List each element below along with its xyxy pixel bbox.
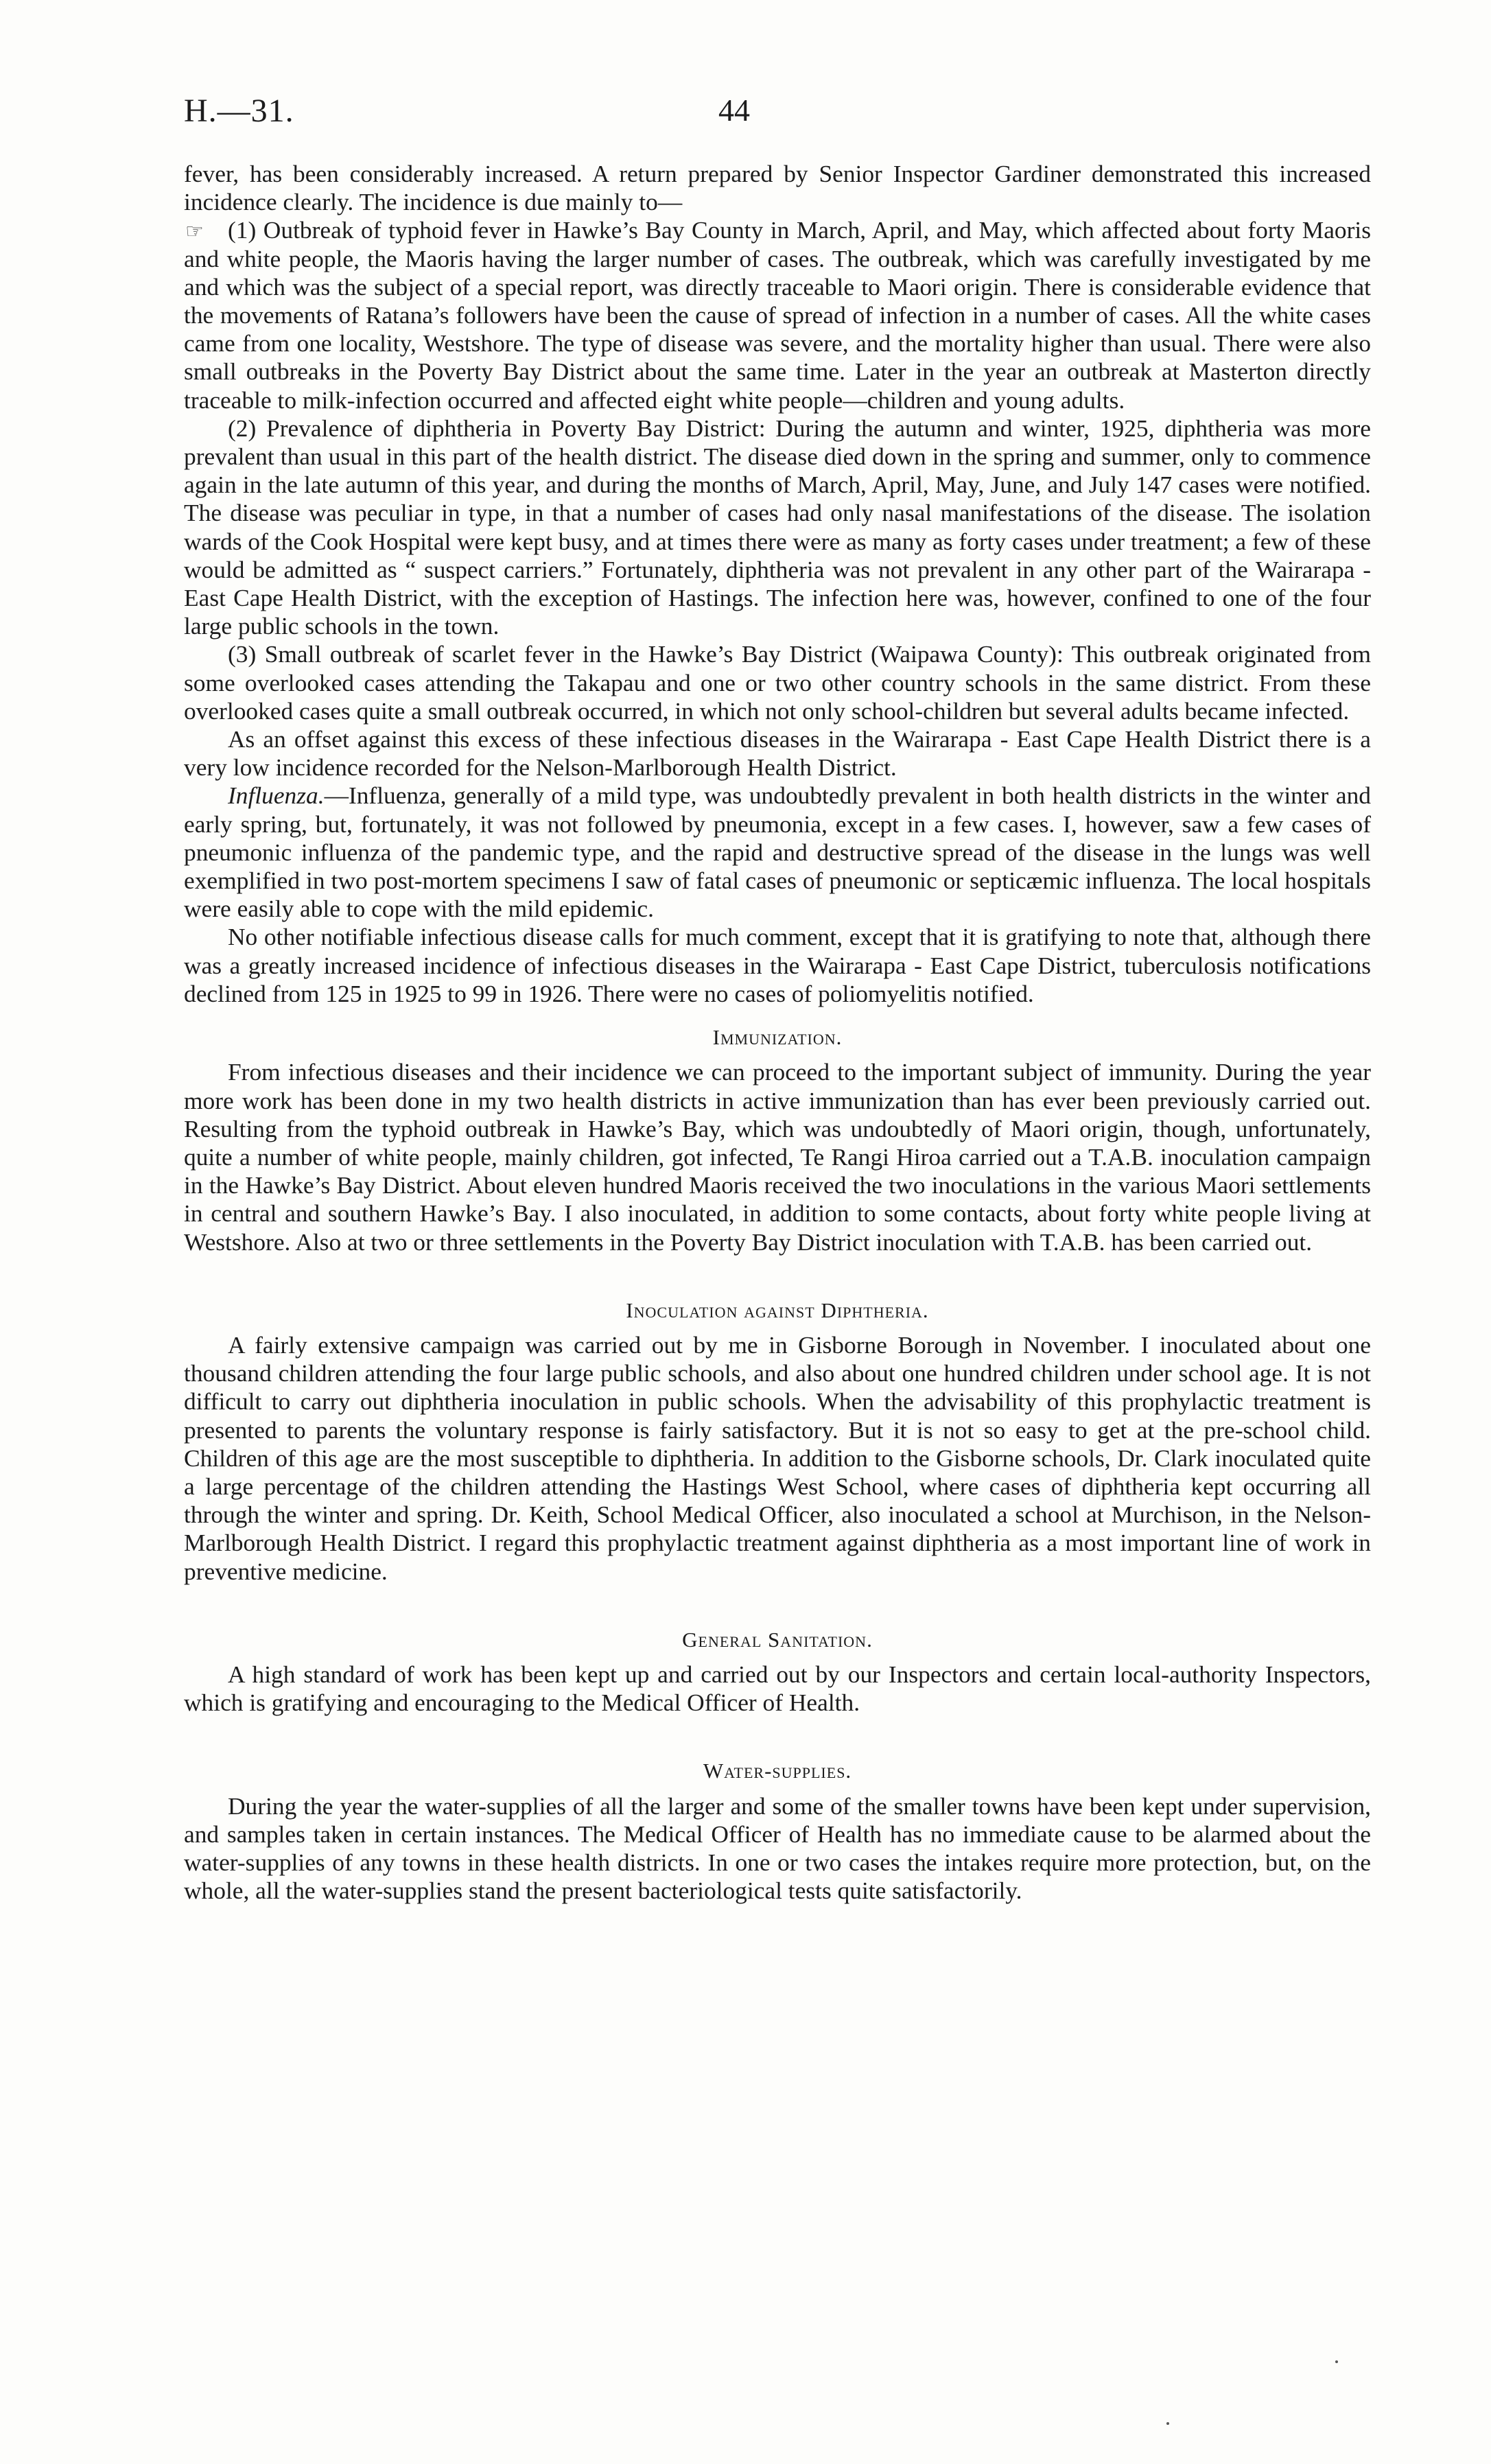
paragraph-scarlet-fever: (3) Small outbreak of scarlet fever in the Hawke’s Bay District (Waipawa County): This outbreak originated from some overlooked cases attending the Takapau and one or two other country schools in the same district. From these overlooked cases quite a small outbreak occurred, in which not only school-children but several adults became infected.	[184, 640, 1371, 725]
paragraph-water-supplies: During the year the water-supplies of all the larger and some of the smaller towns have been kept under supervision, and samples taken in certain instances. The Medical Officer of Health has no immediate cause to be alarmed about the water-supplies of any towns in these health districts. In one or two cases the intakes require more protection, but, on the whole, all the water-supplies stand the present bacteriological tests quite satisfactorily.	[184, 1792, 1371, 1905]
paragraph-typhoid-outbreak: (1) Outbreak of typhoid fever in Hawke’s Bay County in March, April, and May, which affected about forty Maoris and white people, the Maoris having the larger number of cases. The outbreak, which was carefully investigated by me and which was the subject of a special report, was directly traceable to Maori origin. There is considerable evidence that the movements of Ratana’s followers have been the cause of spread of infection in a number of cases. All the white cases came from one locality, Westshore. The type of disease was severe, and the mortality higher than usual. There were also small outbreaks in the Poverty Bay District about the same time. Later in the year an outbreak at Masterton directly traceable to milk-infection occurred and affected eight white people—children and young adults.	[184, 216, 1371, 414]
heading-immunization: Immunization.	[712, 1025, 843, 1050]
pointing-hand-icon: ☞	[185, 220, 204, 243]
influenza-text: —Influenza, generally of a mild type, was undoubtedly prevalent in both health districts in the winter and early spring, but, fortunately, it was not followed by pneumonia, except in a few cases. I, however, saw a few cases of pneumonic influenza of the pandemic type, and the rapid and destructive spread of the disease in the lungs was well exemplified in two post-mortem specimens I saw of fatal cases of pneumonic or septicæmic influenza. The local hospitals were easily able to cope with the mild epidemic.	[184, 782, 1371, 923]
paragraph-offset: As an offset against this excess of these infectious diseases in the Wairarapa - East Cape Health District there is a very low incidence recorded for the Nelson-Marlborough Health District.	[184, 725, 1371, 782]
stray-mark	[1166, 2422, 1169, 2425]
document-reference: H.—31.	[184, 93, 294, 129]
paragraph-influenza	[184, 782, 1371, 923]
paragraph-general-sanitation: A high standard of work has been kept up and carried out by our Inspectors and certain local-authority Inspectors, which is gratifying and encouraging to the Medical Officer of Health.	[184, 1660, 1371, 1717]
paragraph-diphtheria-prevalence: (2) Prevalence of diphtheria in Poverty Bay District: During the autumn and winter, 1925, diphtheria was more prevalent than usual in this part of the health district. The disease died down in the spring and summer, only to commence again in the late autumn of this year, and during the months of March, April, May, June, and July 147 cases were notified. The disease was peculiar in type, in that a number of cases had only nasal manifestations of the disease. The isolation wards of the Cook Hospital were kept busy, and at times there were as many as forty cases under treatment; a few of these would be admitted as “ suspect carriers.” Fortunately, diphtheria was not prevalent in any other part of the Wairarapa - East Cape Health District, with the exception of Hastings. The infection here was, however, confined to one of the four large public schools in the town.	[184, 414, 1371, 640]
paragraph-immunization: From infectious diseases and their incidence we can proceed to the important subject of immunity. During the year more work has been done in my two health districts in active immunization than has ever been previously carried out. Resulting from the typhoid outbreak in Hawke’s Bay, which was undoubtedly of Maori origin, though, unfortunately, quite a number of white people, mainly children, got infected, Te Rangi Hiroa carried out a T.A.B. inoculation campaign in the Hawke’s Bay District. About eleven hundred Maoris received the two inoculations in the various Maori settlements in central and southern Hawke’s Bay. I also inoculated, in addition to some contacts, about forty white people living at Westshore. Also at two or three settlements in the Poverty Bay District inoculation with T.A.B. has been carried out.	[184, 1058, 1371, 1256]
heading-diphtheria-inoculation: Inoculation against Diphtheria.	[626, 1298, 929, 1322]
body-text	[184, 160, 1371, 1905]
paragraph-intro: fever, has been considerably increased. A return prepared by Senior Inspector Gardiner demonstrated this increased incidence clearly. The incidence is due mainly to—	[184, 160, 1371, 216]
paragraph-notifiable-diseases: No other notifiable infectious disease calls for much comment, except that it is gratifying to note that, although there was a greatly increased incidence of infectious diseases in the Wairarapa - East Cape District, tuberculosis notifications declined from 125 in 1925 to 99 in 1926. There were no cases of poliomyelitis notified.	[184, 923, 1371, 1007]
stray-mark	[1335, 2360, 1338, 2363]
page-number: 44	[718, 93, 750, 128]
influenza-lead: Influenza.	[228, 782, 325, 810]
paragraph-diphtheria-inoculation: A fairly extensive campaign was carried out by me in Gisborne Borough in November. I inoculated about one thousand children attending the four large public schools, and also about one hundred children under school age. It is not difficult to carry out diphtheria inoculation in public schools. When the advisability of this prophylactic treatment is presented to parents the voluntary response is fairly satisfactory. But it is not so easy to get at the pre-school child. Children of this age are the most susceptible to diphtheria. In addition to the Gisborne schools, Dr. Clark inoculated quite a large percentage of the children attending the Hastings West School, where cases of diphtheria kept occurring all through the winter and spring. Dr. Keith, School Medical Officer, also inoculated a school at Murchison, in the Nelson-Marlborough Health District. I regard this prophylactic treatment against diphtheria as a most important line of work in preventive medicine.	[184, 1330, 1371, 1585]
heading-water-supplies: Water-supplies.	[703, 1759, 852, 1783]
heading-general-sanitation: General Sanitation.	[682, 1627, 873, 1652]
